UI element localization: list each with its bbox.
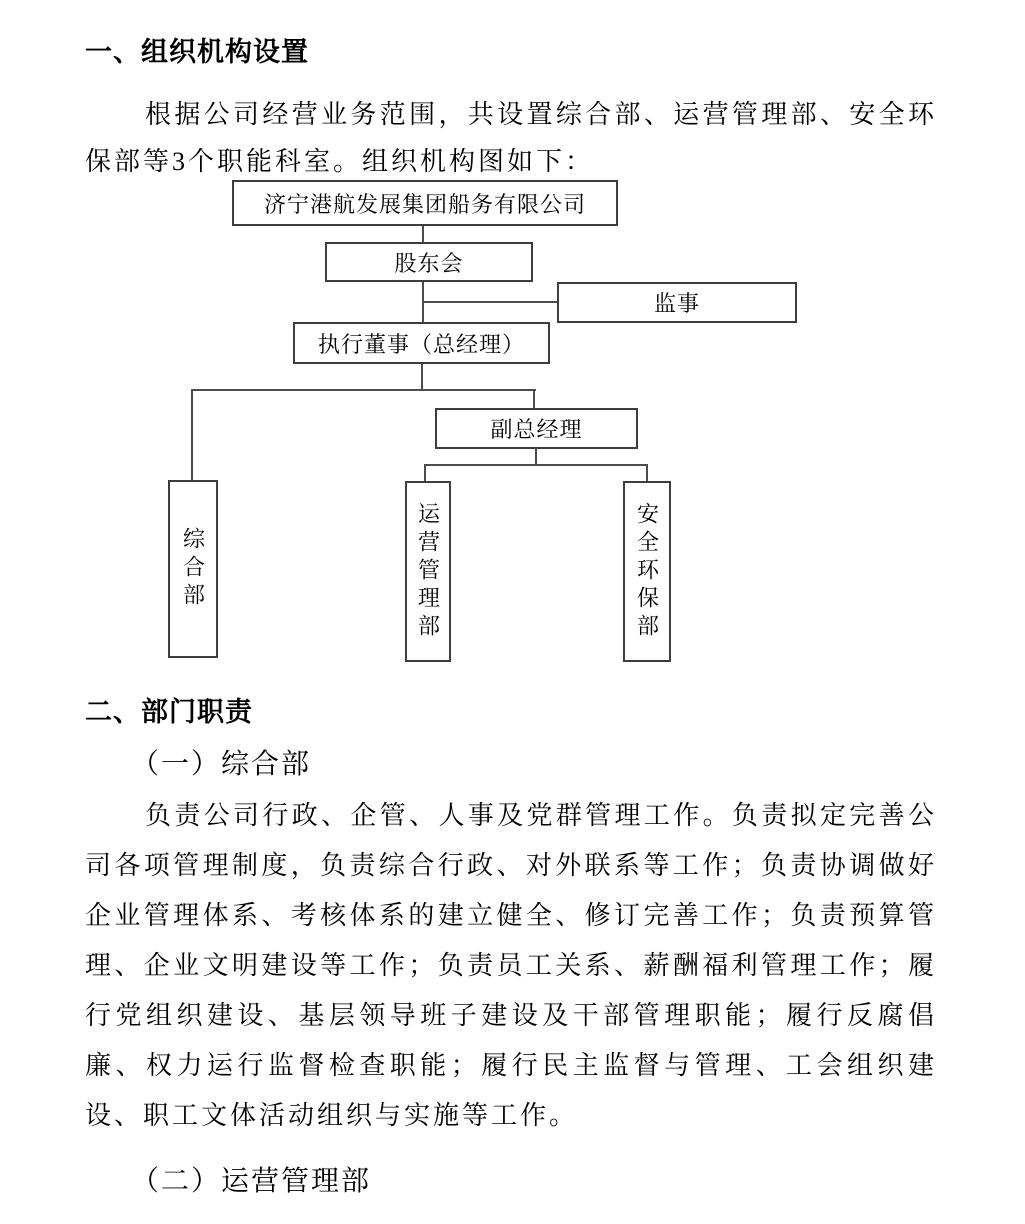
connector-line [421, 364, 423, 391]
orgchart-node-executive-director: 执行董事（总经理） [293, 322, 550, 364]
connector-line [533, 389, 535, 409]
orgchart-node-supervisor: 监事 [557, 282, 797, 323]
connector-line [191, 389, 193, 481]
subsection1-heading: （一）综合部 [131, 749, 312, 780]
connector-line [191, 389, 536, 391]
orgchart-node-deputy-gm: 副总经理 [435, 408, 638, 449]
orgchart-node-dept-operations: 运营管理部 [405, 481, 451, 662]
connector-line [424, 464, 426, 482]
connector-line [422, 226, 424, 243]
orgchart-node-company: 济宁港航发展集团船务有限公司 [232, 180, 618, 226]
section1-heading: 一、组织机构设置 [85, 37, 309, 67]
connector-line [424, 464, 648, 466]
subsection1-body-paragraph: 负责公司行政、企管、人事及党群管理工作。负责拟定完善公司各项管理制度，负责综合行政、对外联系等工作；负责协调做好企业管理体系、考核体系的建立健全、修订完善工作；负责预算管理、企业文明建设等工作；负责员工关系、薪酬福利管理工作；履行党组织建设、基层领导班子建设及干部管理职能；履行反腐倡廉、权力运行监督检查职能；履行民主监督与管理、工会组织建设、职工文体活动组织与实施等工作。 [85, 801, 937, 1130]
orgchart-node-shareholders: 股东会 [325, 242, 533, 282]
connector-line [646, 464, 648, 482]
orgchart-node-dept-general: 综合部 [168, 480, 218, 658]
orgchart-node-dept-safety: 安全环保部 [623, 481, 671, 662]
connector-line [422, 301, 558, 303]
section2-heading: 二、部门职责 [85, 697, 253, 727]
section1-intro-paragraph: 根据公司经营业务范围，共设置综合部、运营管理部、安全环保部等3个职能科室。组织机构图如下： [85, 100, 937, 176]
subsection2-heading: （二）运营管理部 [131, 1166, 372, 1197]
